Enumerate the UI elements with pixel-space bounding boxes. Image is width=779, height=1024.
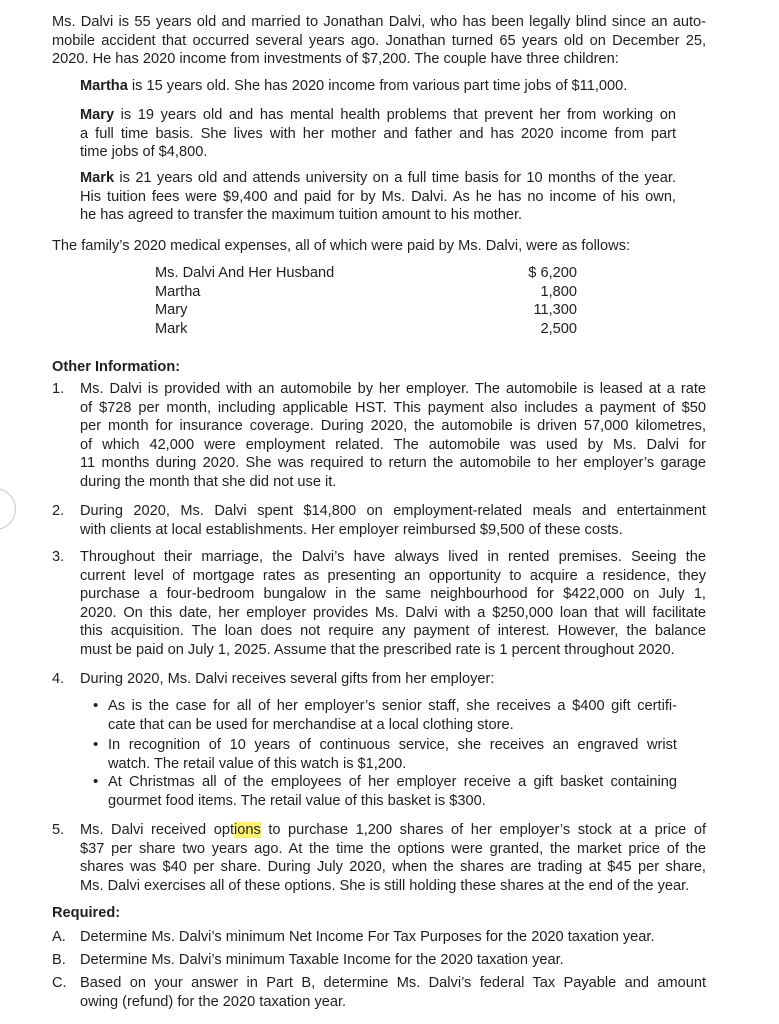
bullet-icon: • xyxy=(93,697,99,714)
bullet-line: At Christmas all of the employees of her employer receive a gift basket containing xyxy=(108,774,677,790)
item-line: $37 per share two years ago. At the time the options were granted, the market price of the xyxy=(80,840,706,857)
item-line: of $728 per month, including applicable HST. This payment also includes a payment of $50 xyxy=(80,399,706,416)
other-info-item-4 xyxy=(80,670,706,689)
other-info-item-2 xyxy=(80,502,706,539)
item-text: Ms. Dalvi received opt xyxy=(80,822,235,838)
gift-bullet-3 xyxy=(108,773,677,810)
intro-line: 2020. He has 2020 income from investments of $7,200. The couple have three children: xyxy=(52,51,619,68)
child-mary xyxy=(80,106,676,162)
required-line: owing (refund) for the 2020 taxation year. xyxy=(80,993,347,1010)
item-line: 11 months during 2020. She was required to return the automobile to her employer’s garage xyxy=(80,455,706,472)
expense-amount: 11,300 xyxy=(533,302,577,319)
child-name: Mary xyxy=(80,107,115,123)
child-text: is 19 years old and has mental health problems that prevent her from working on xyxy=(114,107,676,123)
required-letter: C. xyxy=(52,975,67,991)
child-line: he has agreed to transfer the maximum tuition amount to his mother. xyxy=(80,207,523,224)
required-item-b xyxy=(80,951,706,970)
required-item-c xyxy=(80,974,706,1011)
child-line xyxy=(80,169,676,188)
item-line: this acquisition. The loan does not require any payment of interest. However, the balance xyxy=(80,623,706,640)
item-line: 2020. On this date, her employer provides Ms. Dalvi with a $250,000 loan that will facilitate xyxy=(80,604,706,621)
expense-label: Ms. Dalvi And Her Husband xyxy=(155,265,335,281)
item-text: to purchase 1,200 shares of her employer’s stock at a price of xyxy=(260,822,707,838)
item-number: 2. xyxy=(52,503,65,519)
required-line: Determine Ms. Dalvi’s minimum Taxable Income for the 2020 taxation year. xyxy=(80,952,564,968)
required-heading: Required: xyxy=(52,905,121,921)
item-line: Ms. Dalvi is provided with an automobile by her employer. The automobile is leased at a rate xyxy=(80,381,706,397)
table-row xyxy=(155,264,577,283)
medical-intro-text: The family’s 2020 medical expenses, all of which were paid by Ms. Dalvi, were as follows: xyxy=(52,238,631,254)
item-line: current level of mortgage rates as presenting an opportunity to acquire a residence, they xyxy=(80,567,706,584)
item-line: purchase a four-bedroom bungalow in the same neighbourhood for $422,000 on July 1, xyxy=(80,586,706,603)
child-name: Mark xyxy=(80,170,115,186)
other-info-item-1 xyxy=(80,380,706,492)
child-text: is 21 years old and attends university on a full time basis for 10 months of the year. xyxy=(114,170,676,186)
table-row xyxy=(155,283,577,302)
item-number: 1. xyxy=(52,381,65,397)
expense-amount: 1,800 xyxy=(540,283,577,300)
bullet-icon: • xyxy=(93,773,99,790)
table-row xyxy=(155,320,577,339)
page-edge-scroll-marker[interactable] xyxy=(0,488,16,530)
item-line: Throughout their marriage, the Dalvi’s have always lived in rented premises. Seeing the xyxy=(80,549,706,565)
bullet-line: In recognition of 10 years of continuous service, she receives an engraved wrist xyxy=(108,737,677,753)
intro-line: Ms. Dalvi is 55 years old and married to Jonathan Dalvi, who has been legally blind since an auto- xyxy=(52,14,706,30)
expense-amount: $ 6,200 xyxy=(528,265,577,281)
required-line: Based on your answer in Part B, determine Ms. Dalvi’s federal Tax Payable and amount xyxy=(80,975,706,991)
child-line: a full time basis. She lives with her mother and father and has 2020 income from part xyxy=(80,125,676,142)
child-text: is 15 years old. She has 2020 income from various part time jobs of $11,000. xyxy=(127,78,628,94)
required-item-a xyxy=(80,928,706,947)
item-line: shares was $40 per share. During July 2020, when the shares are trading at $45 per share, xyxy=(80,859,706,876)
item-number: 5. xyxy=(52,822,65,838)
bullet-icon: • xyxy=(93,736,99,753)
item-line: During 2020, Ms. Dalvi spent $14,800 on employment-related meals and entertainment xyxy=(80,503,706,519)
item-number: 3. xyxy=(52,549,65,565)
bullet-line: gourmet food items. The retail value of this basket is $300. xyxy=(108,792,486,809)
item-number: 4. xyxy=(52,671,65,687)
expense-label: Martha xyxy=(155,283,201,300)
gift-bullet-1 xyxy=(108,697,677,734)
item-line: Ms. Dalvi exercises all of these options. She is still holding these shares at the end of the year. xyxy=(80,877,690,894)
bullet-line: cate that can be used for merchandise at a local clothing store. xyxy=(108,716,514,733)
expense-amount: 2,500 xyxy=(540,320,577,337)
item-line: with clients at local establishments. Her employer reimbursed $9,500 of these costs. xyxy=(80,521,623,538)
bullet-line: watch. The retail value of this watch is $1,200. xyxy=(108,755,407,772)
required-letter: B. xyxy=(52,952,66,968)
required-line: Determine Ms. Dalvi’s minimum Net Income For Tax Purposes for the 2020 taxation year. xyxy=(80,929,655,945)
gift-bullet-2 xyxy=(108,736,677,773)
item-line xyxy=(80,821,706,840)
child-line: time jobs of $4,800. xyxy=(80,144,208,161)
item-line: During 2020, Ms. Dalvi receives several gifts from her employer: xyxy=(80,671,495,687)
required-letter: A. xyxy=(52,929,66,945)
intro-line: mobile accident that occurred several years ago. Jonathan turned 65 years old on December 25, xyxy=(52,32,706,49)
other-info-item-3 xyxy=(80,548,706,660)
item-line: during the month that she did not use it. xyxy=(80,473,337,490)
table-row xyxy=(155,301,577,320)
intro-paragraph xyxy=(52,13,706,69)
item-line: must be paid on July 1, 2025. Assume that the prescribed rate is 1 percent throughout 2020. xyxy=(80,641,675,658)
medical-expense-table xyxy=(155,264,577,338)
other-info-heading: Other Information: xyxy=(52,359,181,375)
child-line xyxy=(80,106,676,125)
child-line: His tuition fees were $9,400 and paid for by Ms. Dalvi. As he has no income of his own, xyxy=(80,188,676,205)
child-name: Martha xyxy=(80,78,128,94)
item-line: per month for insurance coverage. During 2020, the automobile is driven 57,000 kilometres, xyxy=(80,418,706,435)
expense-label: Mark xyxy=(155,320,188,337)
child-martha xyxy=(80,77,706,96)
item-line: of which 42,000 were employment related. The automobile was used by Ms. Dalvi for xyxy=(80,436,706,453)
text-highlight: ions xyxy=(234,822,261,838)
other-info-item-5 xyxy=(80,821,706,895)
medical-intro xyxy=(52,237,706,256)
bullet-line: As is the case for all of her employer’s senior staff, she receives a $400 gift certifi- xyxy=(108,698,677,714)
child-line xyxy=(80,77,706,96)
child-mark xyxy=(80,169,676,225)
expense-label: Mary xyxy=(155,302,188,319)
